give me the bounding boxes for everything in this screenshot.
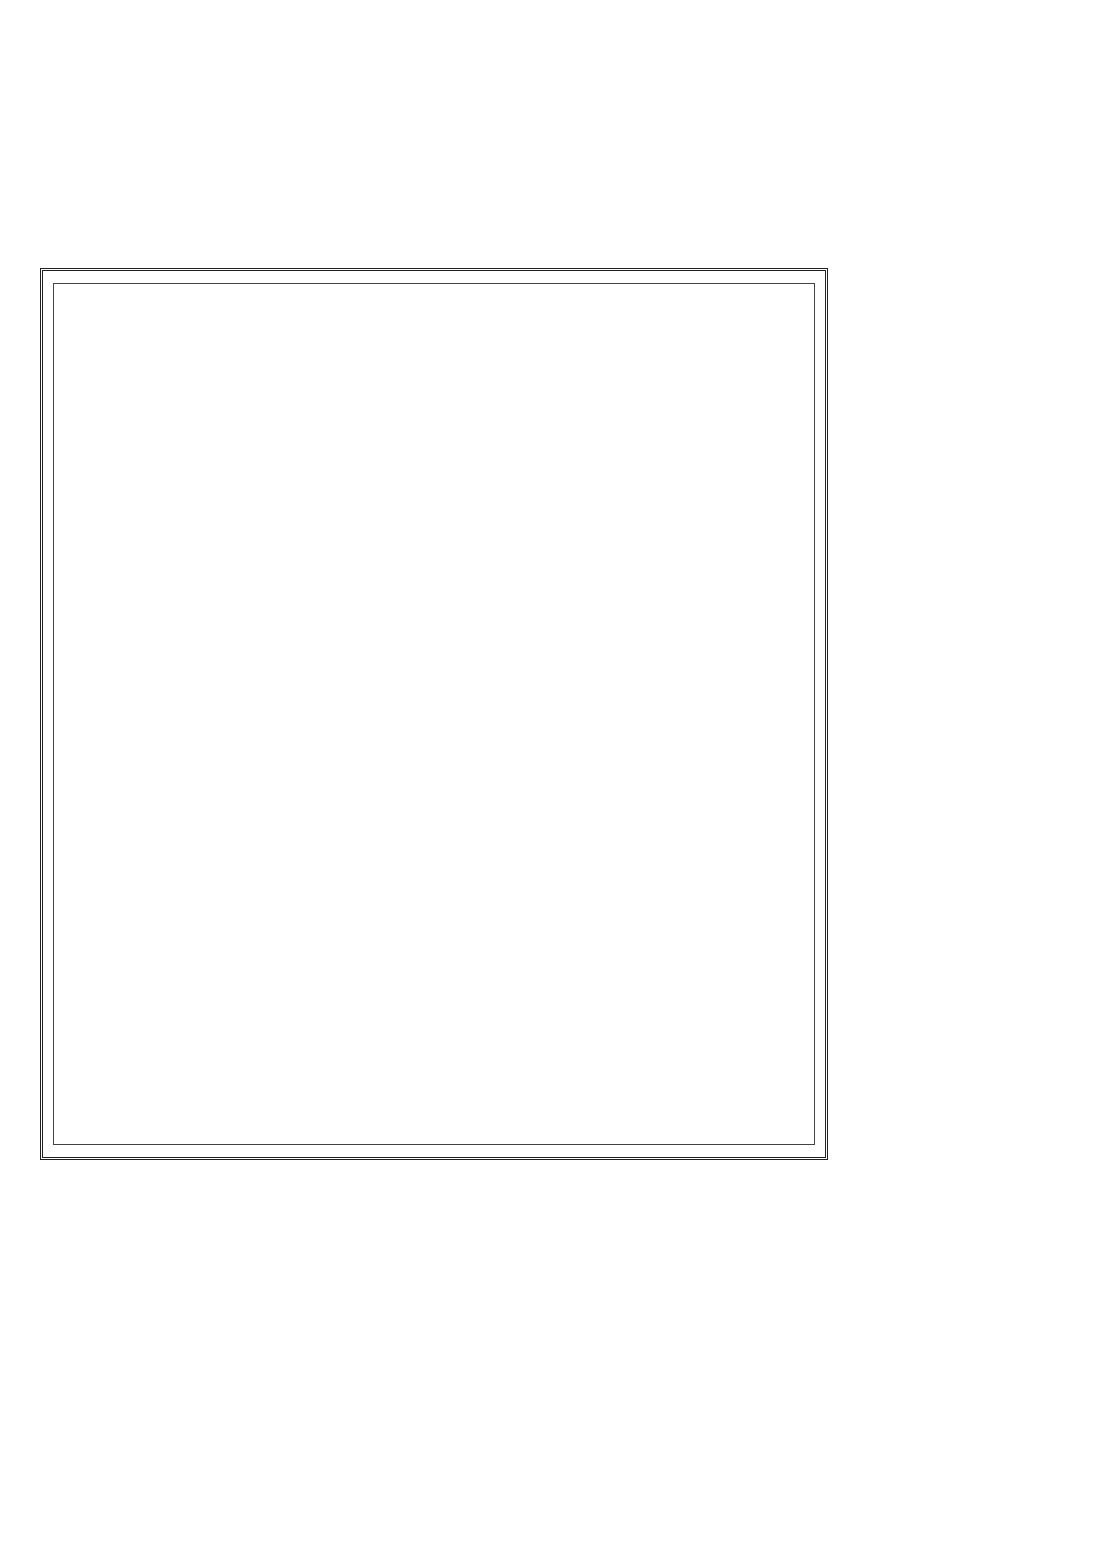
side-column-text (850, 380, 1050, 1160)
commentary-text (59, 279, 793, 1129)
main-text-bottom (40, 1165, 1050, 1550)
commentary-box (40, 268, 828, 1160)
